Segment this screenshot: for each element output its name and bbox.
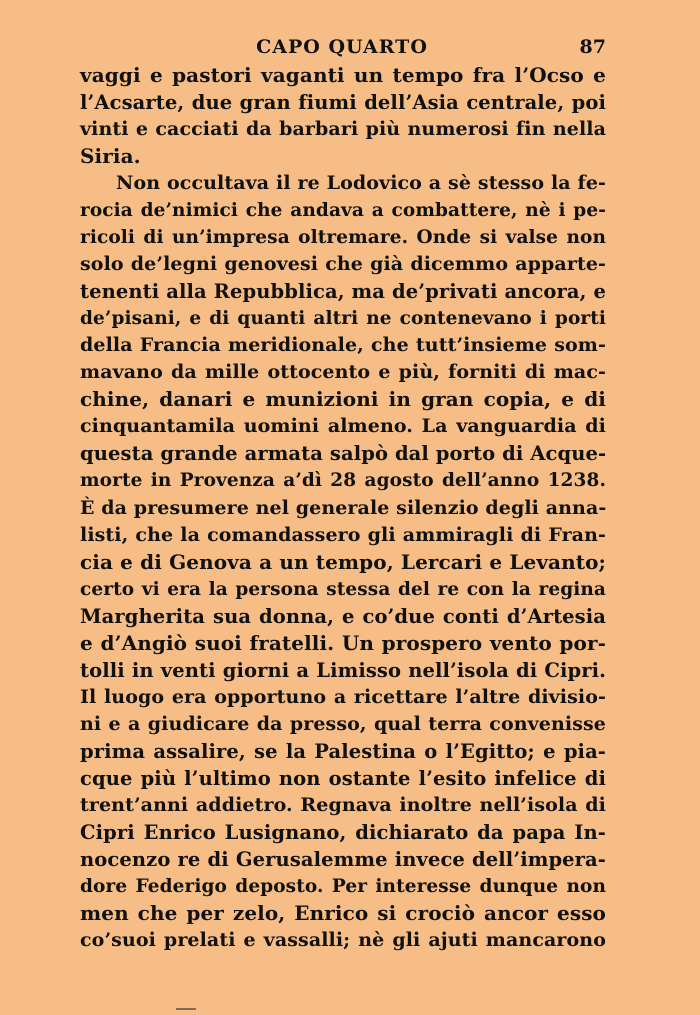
- text-line: certo vi era la persona stessa del re con la regina: [80, 578, 606, 600]
- text-line: men che per zelo, Enrico si crociò ancor esso: [80, 900, 606, 925]
- text-line: chine, danari e munizioni in gran copia, e di: [80, 387, 606, 412]
- running-head: CAPO QUARTO: [256, 36, 428, 58]
- text-line: morte in Provenza a’dì 28 agosto dell’anno 1238.: [80, 470, 606, 492]
- page-header: [78, 34, 606, 60]
- page-number: 87: [579, 36, 606, 58]
- text-line: Cipri Enrico Lusignano, dichiarato da papa In-: [80, 820, 606, 844]
- body-text: [80, 62, 606, 954]
- text-line: dore Federigo deposto. Per interesse dunque non: [80, 875, 606, 897]
- text-line: mavano da mille ottocento e più, forniti di mac-: [80, 361, 606, 384]
- text-line: co’suoi prelati e vassalli; nè gli ajuti mancarono: [80, 929, 606, 951]
- text-line: e d’Angiò suoi fratelli. Un prospero vento por-: [80, 630, 606, 655]
- text-line: vinti e cacciati da barbari più numerosi fin nella: [80, 118, 606, 141]
- text-line: vaggi e pastori vaganti un tempo fra l’Ocso e: [80, 63, 606, 87]
- text-line: de’pisani, e di quanti altri ne contenevano i porti: [80, 308, 606, 330]
- text-line: È da presumere nel generale silenzio degli anna-: [80, 496, 607, 519]
- text-line: tenenti alla Repubblica, ma de’privati ancora, e: [80, 280, 606, 304]
- text-line: Margherita sua donna, e co’due conti d’Artesia: [80, 604, 606, 628]
- text-line: Il luogo era opportuno a ricettare l’altre divisio-: [80, 685, 606, 708]
- text-line: rocia de’nimici che andava a combattere, nè i pe-: [80, 200, 606, 222]
- text-line: trent’anni addietro. Regnava inoltre nell’isola di: [80, 793, 606, 816]
- printer-mark: [176, 1008, 196, 1010]
- text-line: cque più l’ultimo non ostante l’esito infelice di: [80, 766, 606, 790]
- text-line: della Francia meridionale, che tutt’insieme som-: [80, 334, 606, 357]
- text-line: solo de’legni genovesi che già dicemmo apparte-: [80, 253, 606, 276]
- text-line: questa grande armata salpò dal porto di Acque-: [80, 442, 607, 466]
- text-line: ni e a giudicare da presso, qual terra convenisse: [80, 712, 606, 735]
- text-line: nocenzo re di Gerusalemme invece dell’impera-: [80, 847, 606, 871]
- text-line: l’Acsarte, due gran fiumi dell’Asia centrale, poi: [80, 91, 606, 115]
- paragraph-first-line: Non occultava il re Lodovico a sè stesso la fe-: [116, 172, 606, 195]
- text-line: ricoli di un’impresa oltremare. Onde si valse non: [80, 227, 606, 249]
- text-line: prima assalire, se la Palestina o l’Egitto; e pia-: [80, 739, 606, 763]
- text-line: listi, che la comandassero gli ammiragli di Fran-: [80, 523, 606, 546]
- text-line: cia e di Genova a un tempo, Lercari e Levanto;: [80, 549, 606, 574]
- text-line: tolli in venti giorni a Limisso nell’isola di Cipri.: [80, 658, 606, 682]
- text-line: cinquantamila uomini almeno. La vanguardia di: [80, 415, 606, 438]
- text-line: Siria.: [80, 144, 141, 169]
